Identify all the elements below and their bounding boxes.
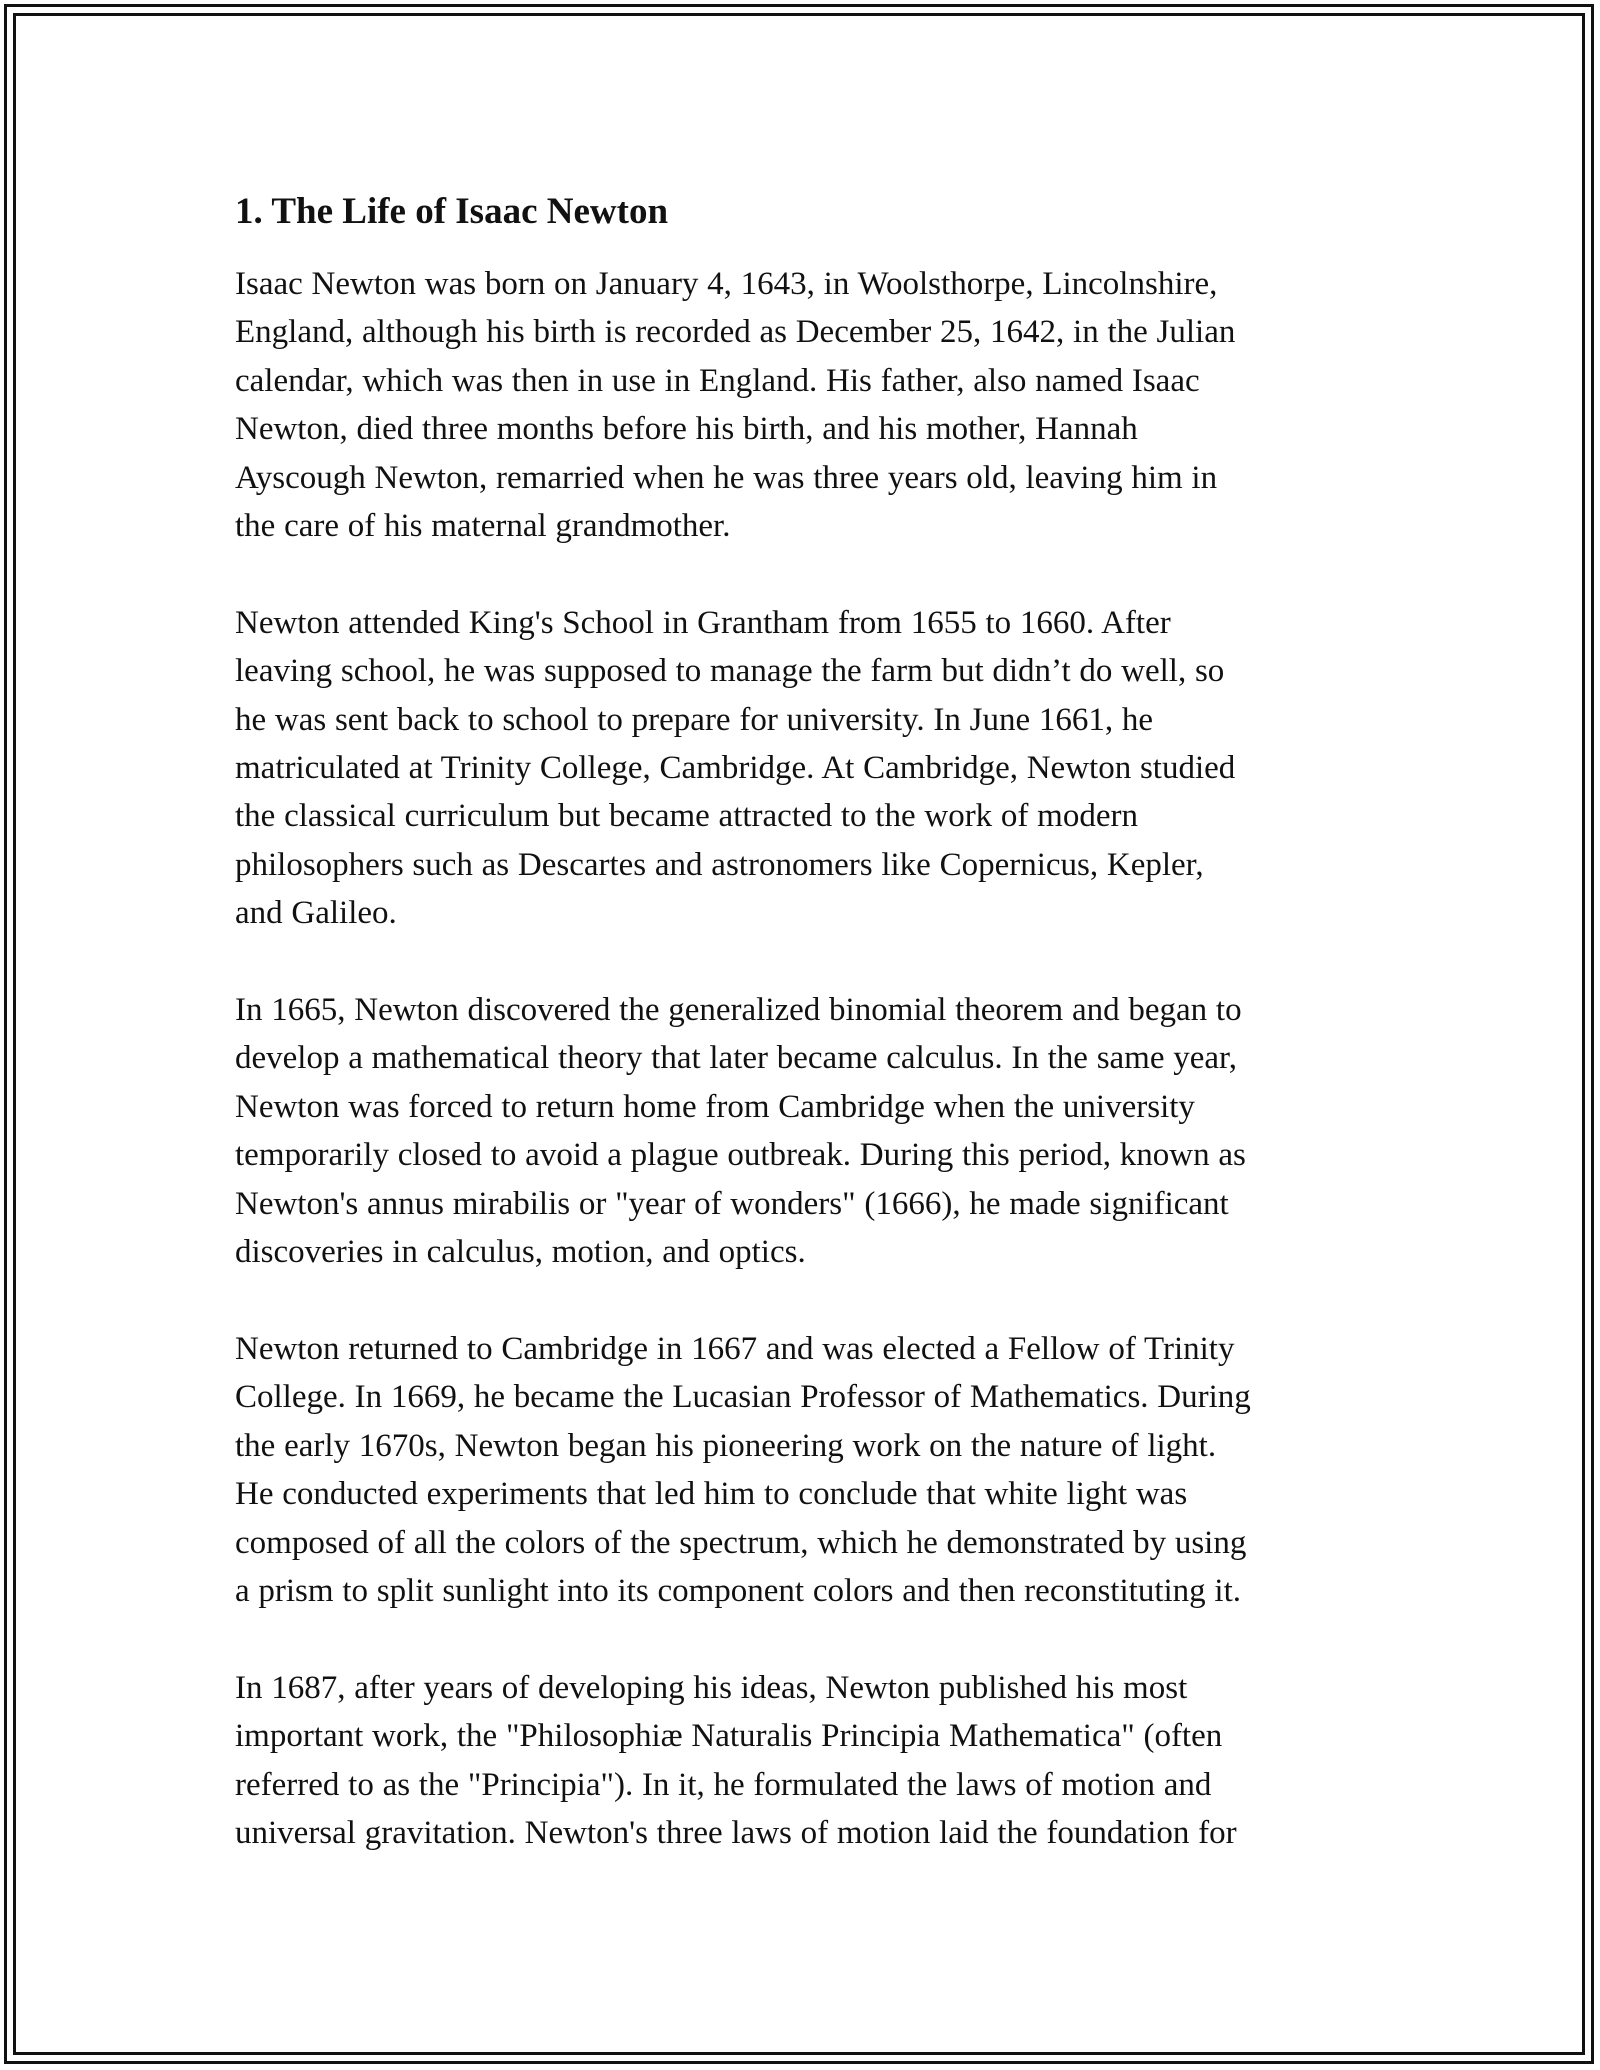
- text-line: philosophers such as Descartes and astronomers like Copernicus, Kepler,: [235, 846, 1204, 883]
- section-heading: 1. The Life of Isaac Newton: [235, 191, 669, 232]
- text-line: and Galileo.: [235, 895, 397, 932]
- text-line: the classical curriculum but became attracted to the work of modern: [235, 798, 1138, 835]
- text-line: Newton attended King's School in Grantham from 1655 to 1660. After: [235, 604, 1171, 641]
- document-body: [235, 188, 1370, 1906]
- text-line: In 1665, Newton discovered the generalized binomial theorem and began to: [235, 992, 1242, 1029]
- paragraph-optics: [235, 1325, 1370, 1615]
- text-line: the care of his maternal grandmother.: [235, 508, 731, 545]
- text-line: Newton, died three months before his birth, and his mother, Hannah: [235, 411, 1138, 448]
- text-line: referred to as the "Principia"). In it, he formulated the laws of motion and: [235, 1766, 1212, 1803]
- text-line: he was sent back to school to prepare for university. In June 1661, he: [235, 701, 1154, 738]
- text-line: Newton's annus mirabilis or "year of wonders" (1666), he made significant: [235, 1185, 1229, 1222]
- text-line: leaving school, he was supposed to manage the farm but didn’t do well, so: [235, 653, 1225, 690]
- text-line: calendar, which was then in use in England. His father, also named Isaac: [235, 362, 1200, 399]
- text-line: the early 1670s, Newton began his pioneering work on the nature of light.: [235, 1427, 1217, 1464]
- text-line: Newton was forced to return home from Cambridge when the university: [235, 1088, 1195, 1125]
- text-line: College. In 1669, he became the Lucasian Professor of Mathematics. During: [235, 1379, 1251, 1416]
- paragraph-birth: [235, 260, 1370, 550]
- text-line: temporarily closed to avoid a plague outbreak. During this period, known as: [235, 1137, 1246, 1174]
- text-line: He conducted experiments that led him to conclude that white light was: [235, 1476, 1188, 1513]
- text-line: composed of all the colors of the spectrum, which he demonstrated by using: [235, 1524, 1247, 1561]
- text-line: In 1687, after years of developing his ideas, Newton published his most: [235, 1669, 1188, 1706]
- text-line: important work, the "Philosophiæ Naturalis Principia Mathematica" (often: [235, 1718, 1223, 1755]
- text-line: universal gravitation. Newton's three laws of motion laid the foundation for: [235, 1814, 1237, 1851]
- text-line: develop a mathematical theory that later became calculus. In the same year,: [235, 1040, 1237, 1077]
- text-line: discoveries in calculus, motion, and optics.: [235, 1234, 806, 1271]
- paragraph-principia: [235, 1664, 1370, 1858]
- paragraph-annus-mirabilis: [235, 986, 1370, 1276]
- paragraph-education: [235, 599, 1370, 938]
- text-line: Isaac Newton was born on January 4, 1643, in Woolsthorpe, Lincolnshire,: [235, 266, 1218, 302]
- text-line: Ayscough Newton, remarried when he was three years old, leaving him in: [235, 459, 1218, 496]
- text-line: matriculated at Trinity College, Cambridge. At Cambridge, Newton studied: [235, 750, 1236, 787]
- text-line: England, although his birth is recorded as December 25, 1642, in the Julian: [235, 314, 1236, 351]
- text-line: a prism to split sunlight into its component colors and then reconstituting it.: [235, 1572, 1241, 1609]
- text-line: Newton returned to Cambridge in 1667 and was elected a Fellow of Trinity: [235, 1330, 1235, 1367]
